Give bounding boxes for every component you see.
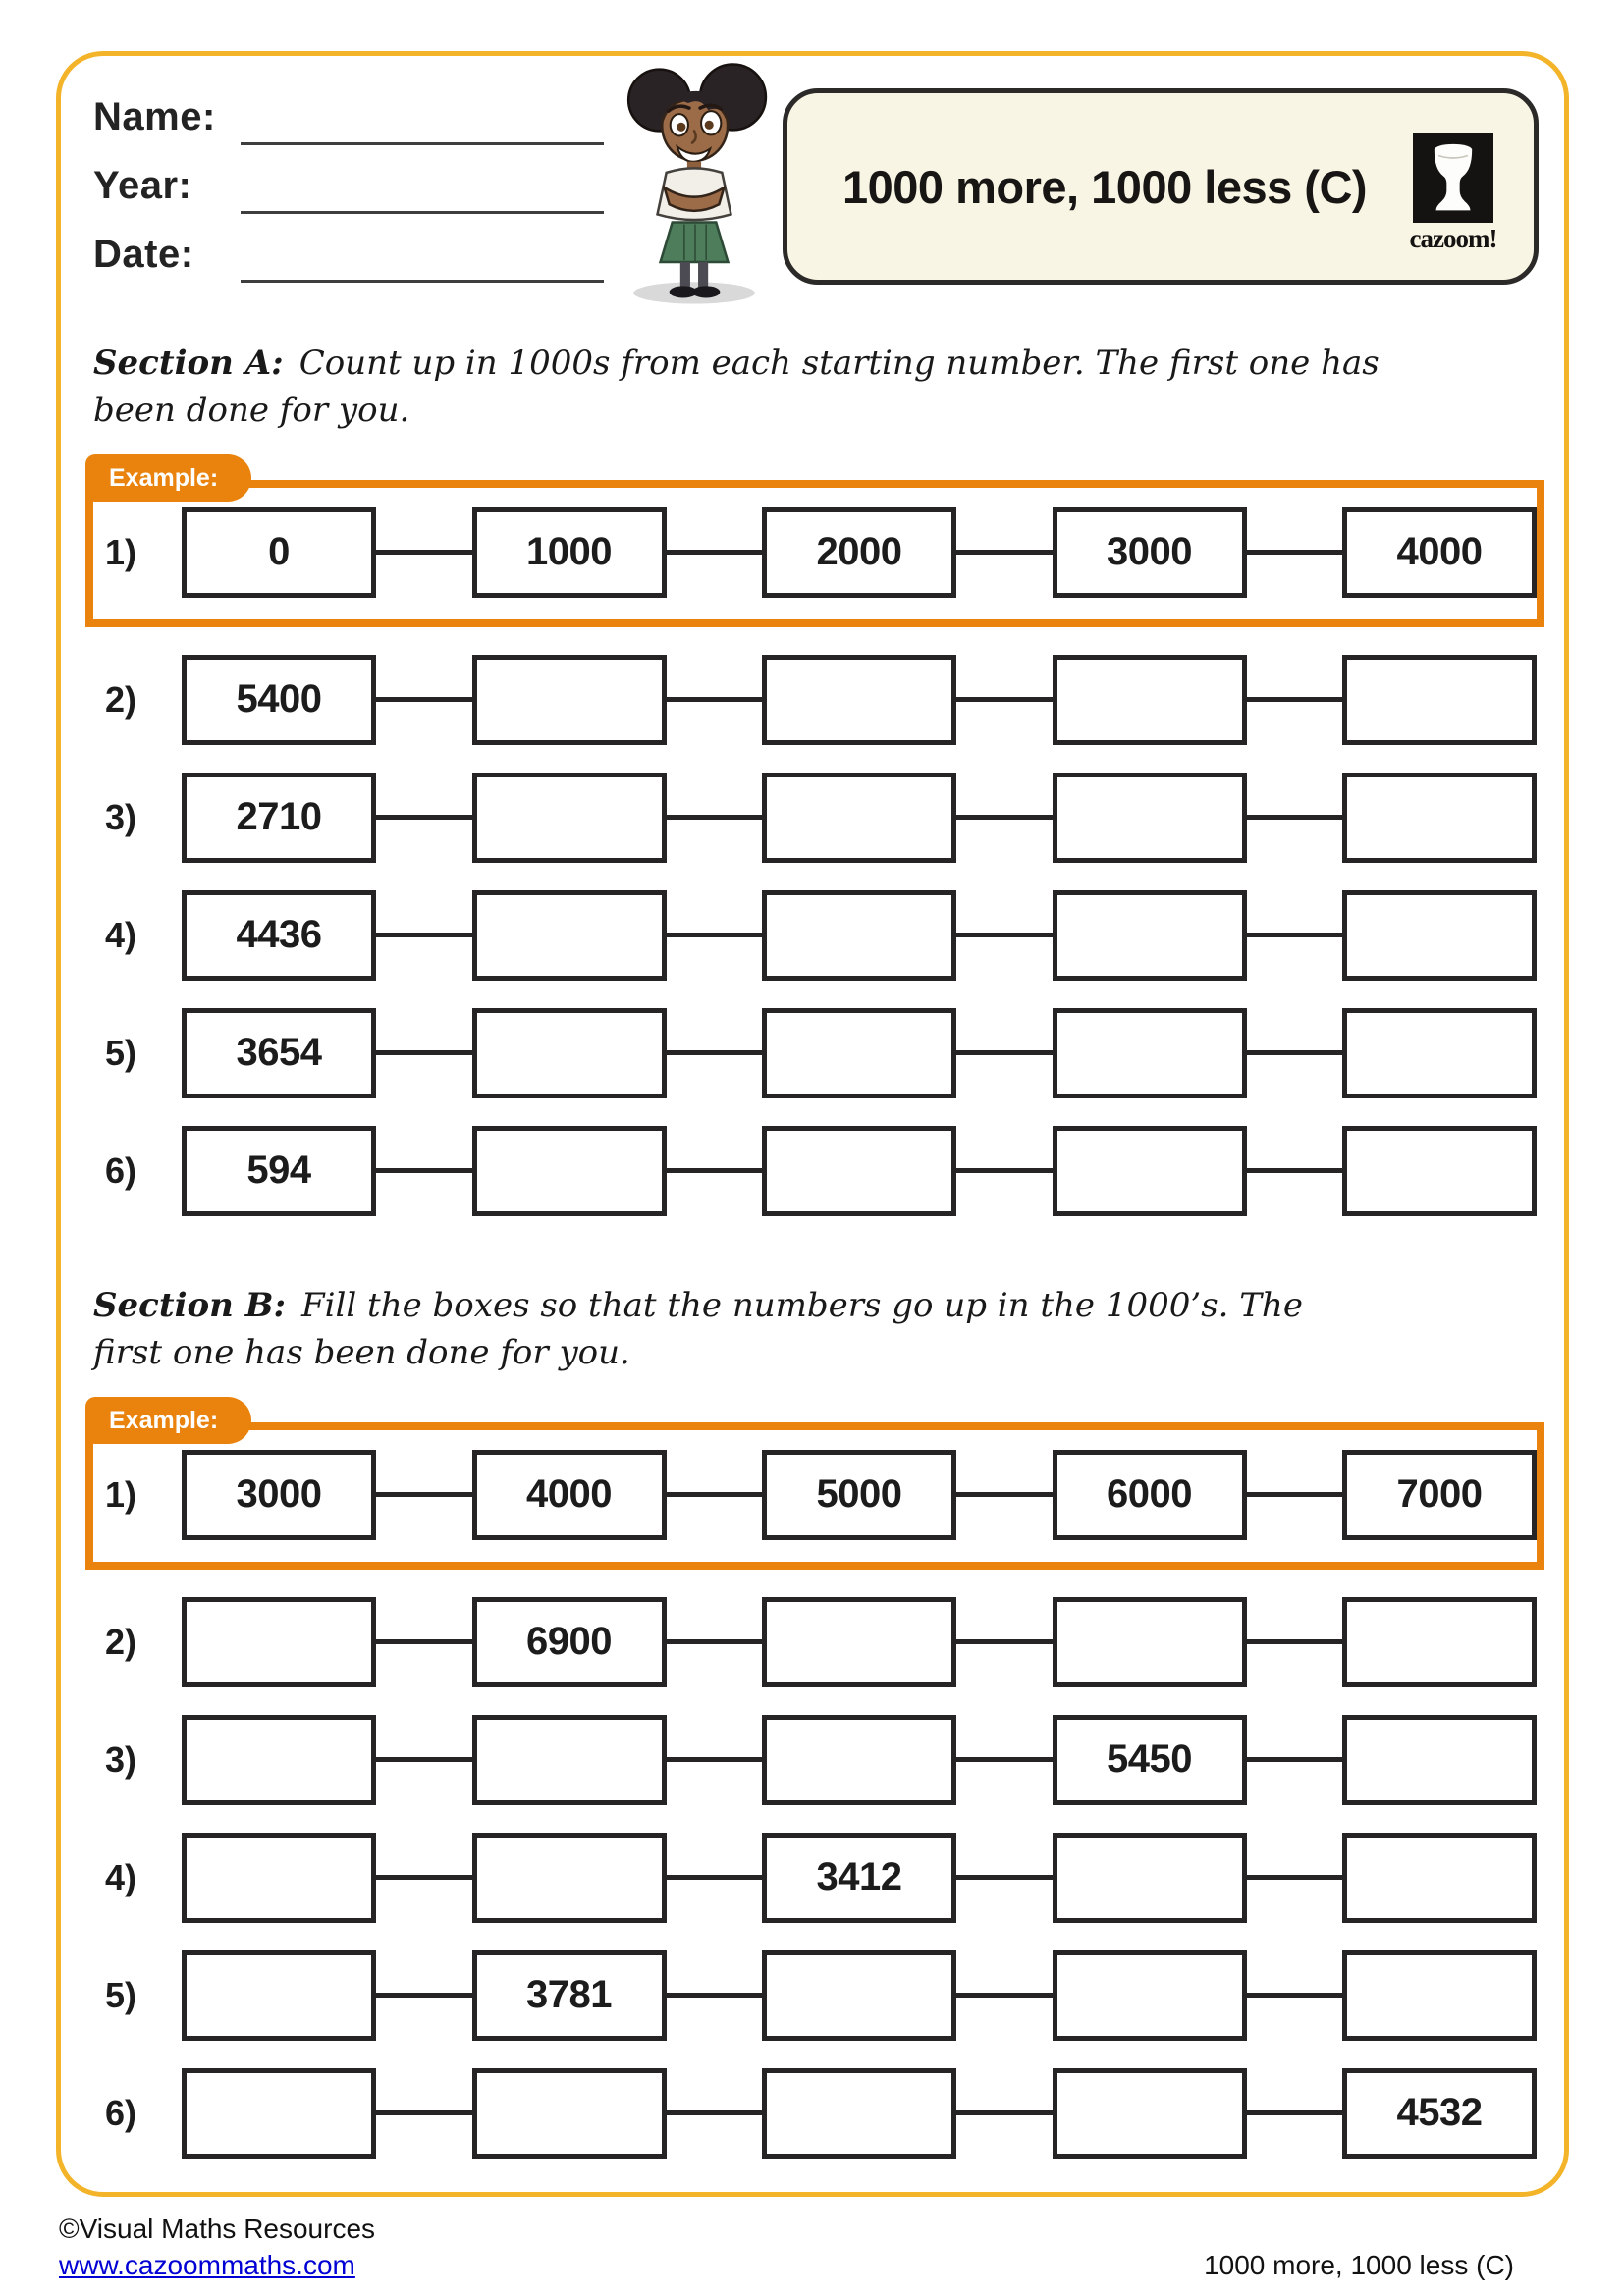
number-line-boxes xyxy=(182,1597,1537,1687)
number-line-row xyxy=(93,2068,1537,2159)
date-writing-line xyxy=(241,280,604,283)
connector-line xyxy=(667,1492,763,1497)
row-number-label: 4) xyxy=(105,914,137,955)
number-box: 3000 xyxy=(182,1450,376,1540)
section-b-label: Section B: xyxy=(93,1286,287,1325)
number-box: 3000 xyxy=(1053,507,1247,598)
number-box xyxy=(1342,1715,1537,1805)
number-box xyxy=(1053,655,1247,745)
number-line-row xyxy=(93,773,1537,863)
section-a-instructions: Count up in 1000s from each starting number. The first one has been done for you. xyxy=(93,344,1380,431)
connector-line xyxy=(1247,2110,1343,2115)
example-frame xyxy=(85,463,1544,627)
number-box xyxy=(1342,1950,1537,2041)
number-line-row xyxy=(93,507,1537,598)
number-line-row xyxy=(93,1833,1537,1923)
number-line-row xyxy=(93,1008,1537,1098)
number-box xyxy=(1342,1597,1537,1687)
number-box: 3654 xyxy=(182,1008,376,1098)
number-box xyxy=(1053,890,1247,981)
connector-line xyxy=(1247,1492,1343,1497)
connector-line xyxy=(667,550,763,555)
number-box xyxy=(182,1950,376,2041)
connector-line xyxy=(376,1639,472,1644)
number-line-boxes xyxy=(182,1126,1537,1216)
number-box: 4532 xyxy=(1342,2068,1537,2159)
connector-line xyxy=(376,1168,472,1173)
number-line-boxes xyxy=(182,1833,1537,1923)
number-box xyxy=(182,1715,376,1805)
number-box: 4000 xyxy=(472,1450,667,1540)
number-line-row xyxy=(93,890,1537,981)
number-line-boxes xyxy=(182,1950,1537,2041)
worksheet-title: 1000 more, 1000 less (C) xyxy=(842,160,1368,213)
example-tab: Example: xyxy=(85,454,251,502)
number-box xyxy=(1342,890,1537,981)
connector-line xyxy=(376,2110,472,2115)
number-box xyxy=(1342,773,1537,863)
connector-line xyxy=(667,1757,763,1762)
connector-line xyxy=(1247,1875,1343,1880)
connector-line xyxy=(1247,697,1343,702)
number-line-boxes xyxy=(182,890,1537,981)
connector-line xyxy=(667,1875,763,1880)
connector-line xyxy=(667,2110,763,2115)
number-box: 4436 xyxy=(182,890,376,981)
number-box xyxy=(1053,2068,1247,2159)
row-number-label: 1) xyxy=(105,531,137,572)
number-box: 5450 xyxy=(1053,1715,1247,1805)
number-line-boxes xyxy=(182,2068,1537,2159)
connector-line xyxy=(376,1492,472,1497)
number-line-boxes xyxy=(182,1008,1537,1098)
number-box xyxy=(1342,655,1537,745)
connector-line xyxy=(667,933,763,937)
number-box: 5000 xyxy=(762,1450,956,1540)
connector-line xyxy=(376,815,472,820)
number-box xyxy=(472,2068,667,2159)
connector-line xyxy=(376,1757,472,1762)
number-box xyxy=(762,773,956,863)
year-label: Year: xyxy=(93,164,192,207)
row-number-label: 5) xyxy=(105,1032,137,1073)
number-box: 6000 xyxy=(1053,1450,1247,1540)
connector-line xyxy=(376,1993,472,1998)
number-box xyxy=(182,1597,376,1687)
example-frame xyxy=(85,1406,1544,1570)
student-character-illustration xyxy=(615,57,774,306)
number-box xyxy=(762,890,956,981)
date-label: Date: xyxy=(93,233,194,276)
section-b-heading xyxy=(93,1282,1380,1377)
cazoommaths-link[interactable]: www.cazoommaths.com xyxy=(59,2250,355,2280)
number-box: 7000 xyxy=(1342,1450,1537,1540)
connector-line xyxy=(667,1993,763,1998)
number-box xyxy=(1053,1597,1247,1687)
connector-line xyxy=(956,1492,1053,1497)
number-box xyxy=(1053,773,1247,863)
number-line-boxes xyxy=(182,1715,1537,1805)
number-box xyxy=(1053,1126,1247,1216)
number-box xyxy=(762,1715,956,1805)
number-line-row xyxy=(93,1450,1537,1540)
connector-line xyxy=(376,1050,472,1055)
number-line-row xyxy=(93,1126,1537,1216)
number-box xyxy=(472,1008,667,1098)
connector-line xyxy=(956,1757,1053,1762)
connector-line xyxy=(956,1639,1053,1644)
number-box xyxy=(472,773,667,863)
year-field xyxy=(93,145,643,214)
example-tab: Example: xyxy=(85,1397,251,1444)
number-line-boxes xyxy=(182,773,1537,863)
row-number-label: 1) xyxy=(105,1473,137,1515)
number-box xyxy=(762,1950,956,2041)
number-box xyxy=(1342,1008,1537,1098)
connector-line xyxy=(956,815,1053,820)
section-a-label: Section A: xyxy=(93,344,284,383)
number-box: 6900 xyxy=(472,1597,667,1687)
number-box xyxy=(762,655,956,745)
footer-worksheet-title: 1000 more, 1000 less (C) xyxy=(1204,2250,1514,2280)
number-box xyxy=(182,1833,376,1923)
number-box xyxy=(472,890,667,981)
connector-line xyxy=(956,697,1053,702)
date-field xyxy=(93,214,643,283)
connector-line xyxy=(956,933,1053,937)
number-box: 1000 xyxy=(472,507,667,598)
cazoom-logo xyxy=(1402,133,1504,254)
number-box xyxy=(472,1126,667,1216)
number-box: 3412 xyxy=(762,1833,956,1923)
number-box: 2710 xyxy=(182,773,376,863)
connector-line xyxy=(667,697,763,702)
row-number-label: 6) xyxy=(105,1149,137,1191)
number-box xyxy=(472,1715,667,1805)
connector-line xyxy=(956,1993,1053,1998)
connector-line xyxy=(956,1875,1053,1880)
number-box xyxy=(182,2068,376,2159)
connector-line xyxy=(667,815,763,820)
worksheet-title-box xyxy=(783,88,1539,285)
connector-line xyxy=(1247,933,1343,937)
name-field xyxy=(93,77,643,145)
section-a xyxy=(93,340,1537,1216)
connector-line xyxy=(376,933,472,937)
row-number-label: 3) xyxy=(105,796,137,837)
number-box: 4000 xyxy=(1342,507,1537,598)
number-box: 594 xyxy=(182,1126,376,1216)
number-line-boxes xyxy=(182,507,1537,598)
number-box xyxy=(1342,1126,1537,1216)
connector-line xyxy=(376,550,472,555)
number-line-row xyxy=(93,1597,1537,1687)
row-number-label: 2) xyxy=(105,678,137,720)
section-b-instructions: Fill the boxes so that the numbers go up in the 1000’s. The first one has been done for you. xyxy=(93,1286,1303,1373)
connector-line xyxy=(1247,1168,1343,1173)
djembe-drum-icon xyxy=(1413,133,1493,223)
connector-line xyxy=(667,1639,763,1644)
number-line-row xyxy=(93,1950,1537,2041)
number-box xyxy=(472,1833,667,1923)
connector-line xyxy=(1247,815,1343,820)
connector-line xyxy=(1247,1757,1343,1762)
number-box xyxy=(1053,1833,1247,1923)
cazoom-logo-text: cazoom! xyxy=(1409,224,1497,253)
copyright-text: ©Visual Maths Resources xyxy=(59,2214,376,2244)
number-box: 0 xyxy=(182,507,376,598)
number-box: 2000 xyxy=(762,507,956,598)
connector-line xyxy=(1247,550,1343,555)
row-number-label: 2) xyxy=(105,1621,137,1662)
connector-line xyxy=(956,2110,1053,2115)
connector-line xyxy=(1247,1639,1343,1644)
row-number-label: 3) xyxy=(105,1738,137,1780)
connector-line xyxy=(667,1168,763,1173)
connector-line xyxy=(376,1875,472,1880)
number-line-boxes xyxy=(182,655,1537,745)
number-box xyxy=(762,1597,956,1687)
connector-line xyxy=(1247,1993,1343,1998)
connector-line xyxy=(956,550,1053,555)
number-box xyxy=(762,1126,956,1216)
row-number-label: 6) xyxy=(105,2092,137,2133)
section-b xyxy=(93,1282,1537,2159)
row-number-label: 5) xyxy=(105,1974,137,2015)
number-box xyxy=(1053,1950,1247,2041)
number-box xyxy=(762,1008,956,1098)
section-a-heading xyxy=(93,340,1380,435)
number-box: 5400 xyxy=(182,655,376,745)
number-box xyxy=(472,655,667,745)
number-box: 3781 xyxy=(472,1950,667,2041)
connector-line xyxy=(1247,1050,1343,1055)
number-box xyxy=(1342,1833,1537,1923)
connector-line xyxy=(956,1050,1053,1055)
name-label: Name: xyxy=(93,95,216,138)
connector-line xyxy=(667,1050,763,1055)
number-box xyxy=(1053,1008,1247,1098)
number-line-row xyxy=(93,655,1537,745)
row-number-label: 4) xyxy=(105,1856,137,1897)
number-line-boxes xyxy=(182,1450,1537,1540)
student-info-fields xyxy=(93,77,643,283)
connector-line xyxy=(956,1168,1053,1173)
number-box xyxy=(762,2068,956,2159)
connector-line xyxy=(376,697,472,702)
number-line-row xyxy=(93,1715,1537,1805)
